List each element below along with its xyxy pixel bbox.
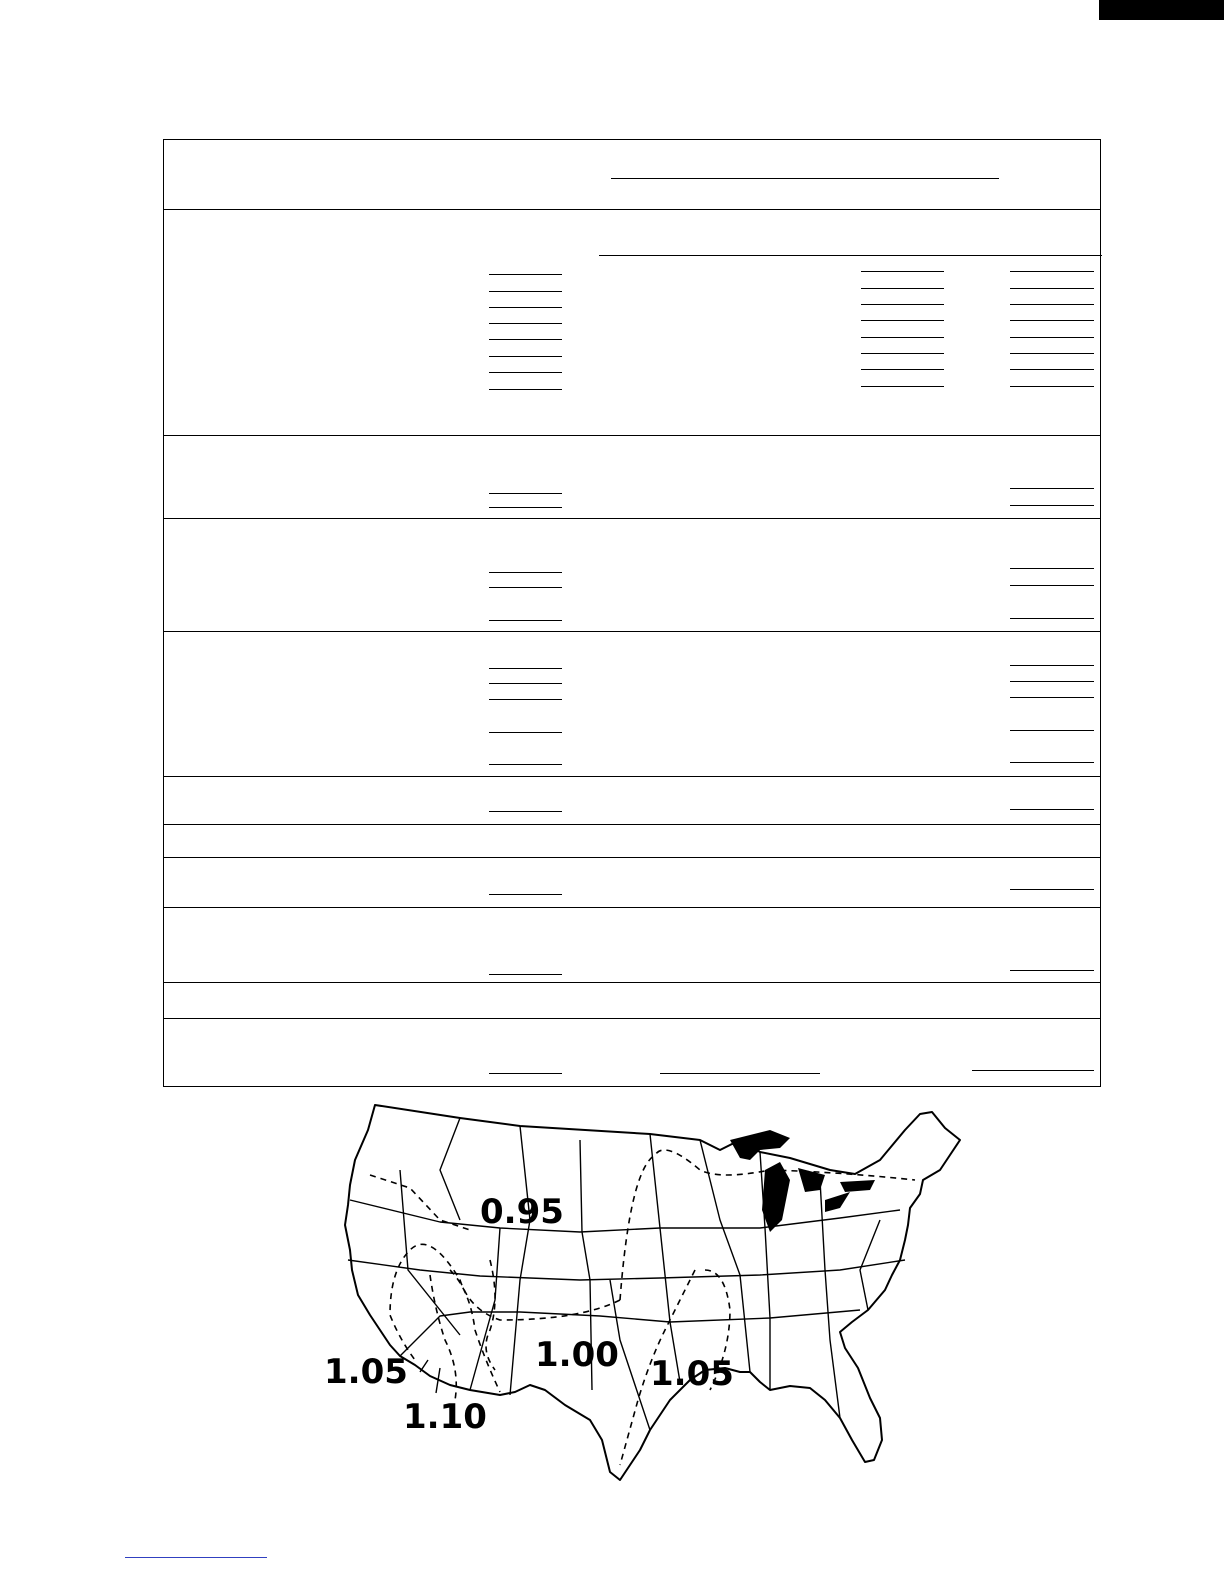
row-divider [164,209,1100,210]
entry-blank[interactable] [861,369,944,370]
header-blank-line[interactable] [611,178,999,179]
entry-blank[interactable] [489,572,562,573]
entry-blank[interactable] [1010,681,1094,682]
entry-blank[interactable] [1010,320,1094,321]
zone-label: 0.95 [480,1192,564,1232]
row-divider [164,776,1100,777]
zone-label: 1.05 [324,1352,408,1392]
row-divider [164,631,1100,632]
entry-blank[interactable] [489,732,562,733]
row-divider [164,518,1100,519]
entry-blank[interactable] [1010,889,1094,890]
entry-blank[interactable] [1010,970,1094,971]
entry-blank[interactable] [489,507,562,508]
entry-blank[interactable] [1010,369,1094,370]
entry-blank[interactable] [489,620,562,621]
entry-blank[interactable] [1010,304,1094,305]
entry-blank[interactable] [1010,337,1094,338]
entry-blank[interactable] [1010,505,1094,506]
entry-blank[interactable] [489,356,562,357]
entry-blank[interactable] [861,271,944,272]
entry-blank[interactable] [861,304,944,305]
row-divider [164,824,1100,825]
entry-blank[interactable] [489,974,562,975]
us-zone-map [320,1100,980,1490]
entry-blank[interactable] [861,353,944,354]
label-leader [420,1360,428,1372]
total-blank[interactable] [972,1070,1094,1071]
entry-blank[interactable] [1010,618,1094,619]
entry-blank[interactable] [489,493,562,494]
entry-blank[interactable] [1010,568,1094,569]
row-divider [164,435,1100,436]
entry-blank[interactable] [1010,488,1094,489]
entry-blank[interactable] [861,288,944,289]
entry-blank[interactable] [1010,585,1094,586]
entry-blank[interactable] [489,894,562,895]
footer-link-underline[interactable] [125,1557,267,1558]
corner-tab [1099,0,1224,20]
entry-blank[interactable] [861,337,944,338]
entry-blank[interactable] [1010,665,1094,666]
entry-blank[interactable] [489,323,562,324]
entry-blank[interactable] [489,699,562,700]
zone-label: 1.00 [535,1335,619,1375]
entry-blank[interactable] [489,1073,562,1074]
entry-blank[interactable] [489,389,562,390]
entry-blank[interactable] [489,668,562,669]
entry-blank[interactable] [489,683,562,684]
entry-blank[interactable] [489,587,562,588]
entry-blank[interactable] [1010,386,1094,387]
row-divider [164,982,1100,983]
entry-blank[interactable] [1010,697,1094,698]
entry-blank[interactable] [1010,809,1094,810]
worksheet-table [163,139,1101,1087]
zone-label: 1.05 [650,1354,734,1394]
entry-blank[interactable] [489,274,562,275]
entry-blank[interactable] [489,307,562,308]
entry-blank[interactable] [489,339,562,340]
entry-blank[interactable] [489,291,562,292]
state-borders [348,1118,905,1430]
zone-label: 1.10 [403,1397,487,1437]
entry-blank[interactable] [489,811,562,812]
row-divider [164,1018,1100,1019]
row-divider [164,907,1100,908]
entry-blank[interactable] [861,320,944,321]
entry-blank[interactable] [489,764,562,765]
entry-blank[interactable] [1010,271,1094,272]
row-divider [164,857,1100,858]
entry-blank[interactable] [1010,730,1094,731]
total-blank[interactable] [660,1073,820,1074]
entry-blank[interactable] [489,372,562,373]
entry-blank[interactable] [1010,353,1094,354]
entry-blank[interactable] [1010,288,1094,289]
entry-blank[interactable] [1010,762,1094,763]
entry-blank[interactable] [861,386,944,387]
header-blank-line[interactable] [599,255,1102,256]
